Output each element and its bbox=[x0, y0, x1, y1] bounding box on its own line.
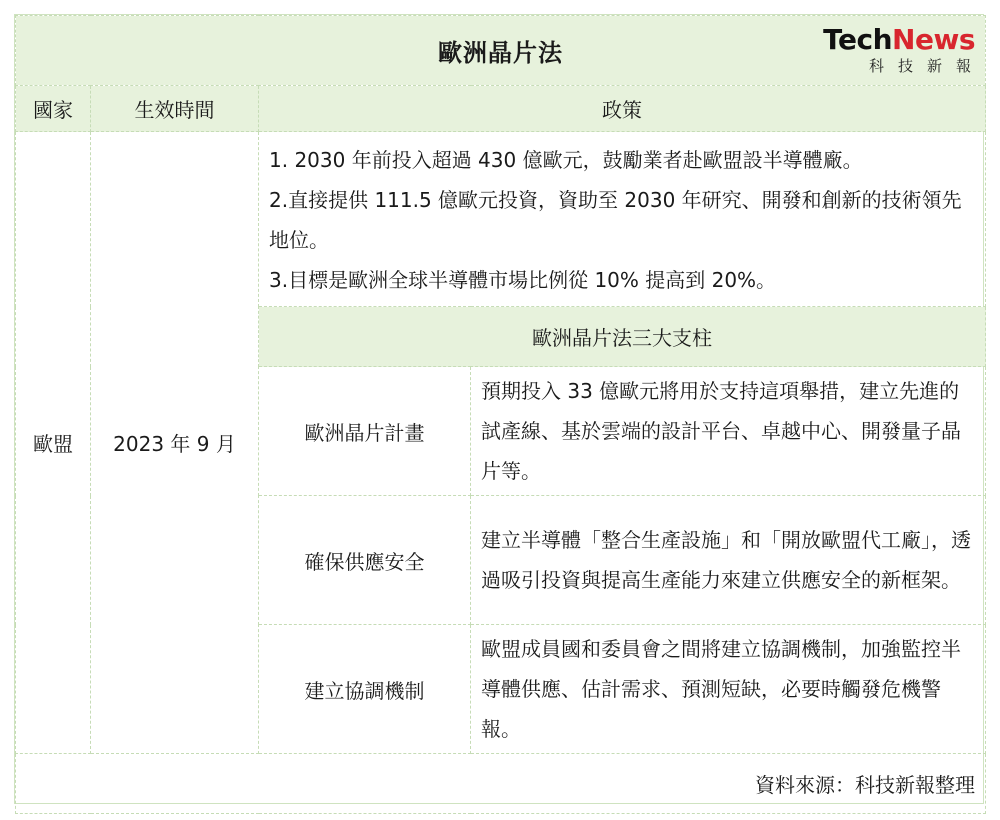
title-cell bbox=[16, 16, 986, 86]
technews-logo bbox=[815, 23, 985, 76]
country-cell: 歐盟 bbox=[16, 132, 91, 754]
header-policy: 政策 bbox=[259, 86, 986, 132]
logo-tech: Tech bbox=[823, 23, 893, 56]
logo-subtitle: 科技新報 bbox=[868, 57, 985, 75]
logo-wordmark bbox=[815, 24, 975, 56]
pillar-description: 建立半導體「整合生產設施」和「開放歐盟代工廠」，透過吸引投資與提高生產能力來建立供應安全的新框架。 bbox=[471, 496, 986, 625]
pillar-description: 歐盟成員國和委員會之間將建立協調機制，加強監控半導體供應、估計需求、預測短缺，必要時觸發危機警報。 bbox=[471, 625, 986, 754]
policy-item: 3.目標是歐洲全球半導體市場比例從 10% 提高到 20%。 bbox=[269, 268, 777, 292]
logo-news: News bbox=[892, 23, 975, 56]
policy-list bbox=[259, 132, 986, 307]
pillars-heading: 歐洲晶片法三大支柱 bbox=[259, 307, 986, 367]
source-note: 資料來源：科技新報整理 bbox=[16, 754, 986, 814]
pillar-name: 建立協調機制 bbox=[259, 625, 471, 754]
effective-time-cell: 2023 年 9 月 bbox=[91, 132, 259, 754]
footer-row bbox=[16, 754, 986, 814]
policy-item: 1. 2030 年前投入超過 430 億歐元，鼓勵業者赴歐盟設半導體廠。 bbox=[269, 148, 863, 172]
header-effective-time: 生效時間 bbox=[91, 86, 259, 132]
pillar-description: 預期投入 33 億歐元將用於支持這項舉措，建立先進的試產線、基於雲端的設計平台、卓越中心、開發量子晶片等。 bbox=[471, 367, 986, 496]
table-title: 歐洲晶片法 bbox=[438, 39, 563, 67]
policy-item: 2.直接提供 111.5 億歐元投資，資助至 2030 年研究、開發和創新的技術領先地位。 bbox=[269, 188, 962, 252]
policy-row bbox=[16, 132, 986, 307]
pillar-name: 確保供應安全 bbox=[259, 496, 471, 625]
header-row bbox=[16, 86, 986, 132]
pillar-name: 歐洲晶片計畫 bbox=[259, 367, 471, 496]
policy-table-frame bbox=[14, 14, 984, 804]
header-country: 國家 bbox=[16, 86, 91, 132]
policy-table bbox=[15, 15, 986, 814]
